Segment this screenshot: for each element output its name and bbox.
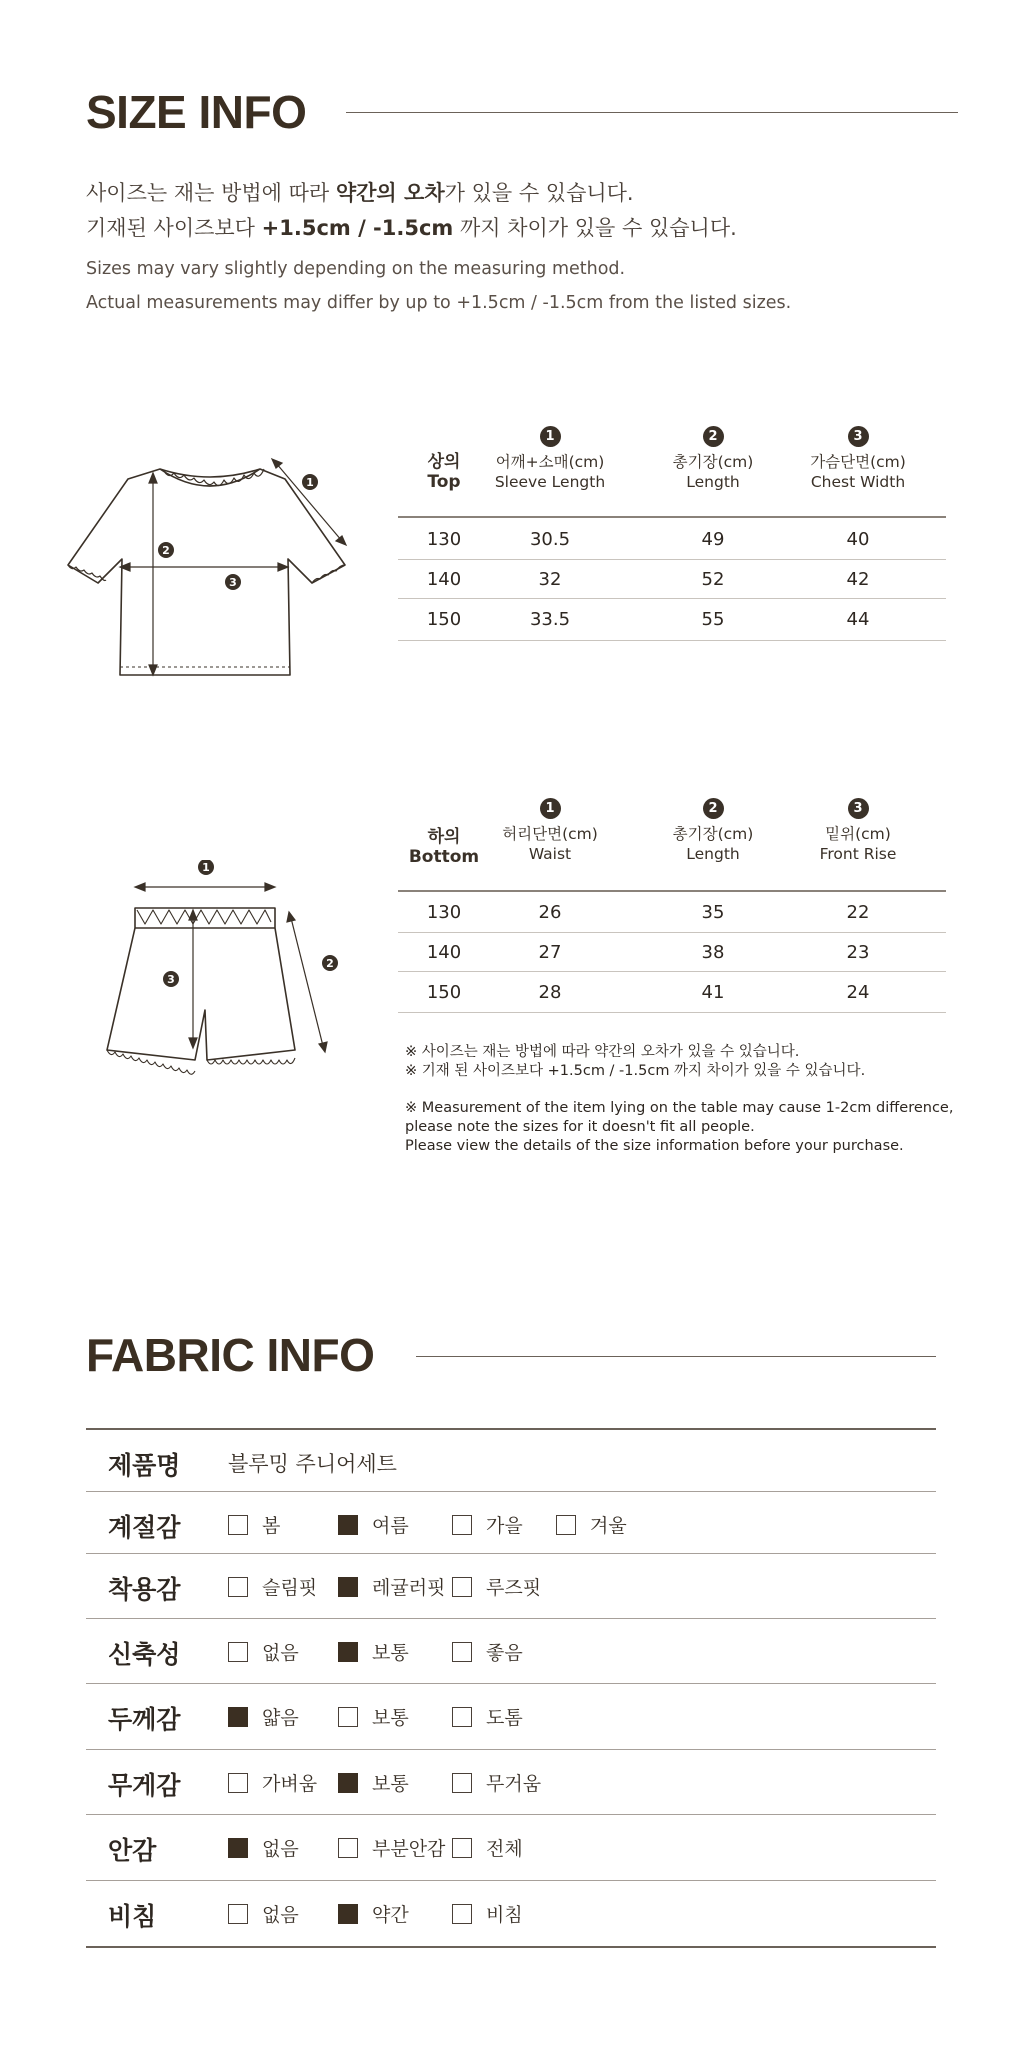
checkbox-checked[interactable] bbox=[228, 1838, 248, 1858]
fabric-option-label: 루즈핏 bbox=[486, 1577, 542, 1599]
fabric-row bbox=[86, 1684, 936, 1747]
top-col-1: 1 어깨+소매(cm) Sleeve Length bbox=[460, 425, 640, 492]
fabric-row-label: 계절감 bbox=[108, 1513, 181, 1542]
bottom-size-table bbox=[398, 797, 946, 1017]
badge-1-label: 1 bbox=[202, 861, 210, 874]
fabric-option[interactable] bbox=[338, 1900, 409, 1927]
top-garment-diagram bbox=[60, 455, 360, 685]
top-size-table bbox=[398, 425, 946, 645]
bottom-label-eng: Bottom bbox=[408, 847, 480, 867]
checkbox-unchecked[interactable] bbox=[338, 1838, 358, 1858]
fabric-option-label: 전체 bbox=[486, 1838, 523, 1860]
fabric-option[interactable] bbox=[228, 1511, 280, 1538]
fabric-row bbox=[86, 1619, 936, 1682]
fabric-option[interactable] bbox=[228, 1638, 299, 1665]
fabric-option[interactable] bbox=[228, 1834, 299, 1861]
bottom-col-2: 2 총기장(cm) Length bbox=[623, 797, 803, 864]
fabric-option[interactable] bbox=[338, 1703, 409, 1730]
fabric-option[interactable] bbox=[452, 1638, 523, 1665]
fabric-option-label: 봄 bbox=[262, 1515, 281, 1537]
fabric-option-label: 부분안감 bbox=[372, 1838, 446, 1860]
fabric-option[interactable] bbox=[338, 1573, 445, 1600]
checkbox-unchecked[interactable] bbox=[452, 1642, 472, 1662]
fabric-option-label: 보통 bbox=[372, 1773, 409, 1795]
fabric-option-label: 비침 bbox=[486, 1904, 523, 1926]
size-note-eng-2: Actual measurements may differ by up to +1.5cm / -1.5cm from the listed sizes. bbox=[86, 293, 792, 313]
fabric-option[interactable] bbox=[452, 1769, 541, 1796]
fabric-option-label: 겨울 bbox=[590, 1515, 627, 1537]
title-divider bbox=[416, 1356, 936, 1357]
checkbox-unchecked[interactable] bbox=[228, 1773, 248, 1793]
checkbox-checked[interactable] bbox=[338, 1773, 358, 1793]
table-row: 130 30.5 49 40 bbox=[426, 529, 870, 550]
badge-3-label: 3 bbox=[167, 973, 175, 986]
bottom-garment-diagram bbox=[95, 860, 365, 1080]
fabric-option-label: 보통 bbox=[372, 1707, 409, 1729]
fabric-option-label: 좋음 bbox=[486, 1642, 523, 1664]
fabric-row-label: 신축성 bbox=[108, 1640, 181, 1669]
top-label-kor: 상의 bbox=[427, 452, 461, 472]
fabric-option-label: 없음 bbox=[262, 1642, 299, 1664]
checkbox-checked[interactable] bbox=[228, 1707, 248, 1727]
fabric-row-label: 착용감 bbox=[108, 1575, 181, 1604]
fabric-option[interactable] bbox=[338, 1834, 445, 1861]
checkbox-unchecked[interactable] bbox=[338, 1707, 358, 1727]
fabric-info-title: FABRIC INFO bbox=[86, 1329, 375, 1381]
fabric-option-label: 레귤러핏 bbox=[372, 1577, 446, 1599]
checkbox-unchecked[interactable] bbox=[452, 1904, 472, 1924]
checkbox-unchecked[interactable] bbox=[228, 1904, 248, 1924]
fabric-option[interactable] bbox=[452, 1573, 541, 1600]
product-name: 블루밍 주니어세트 bbox=[228, 1452, 397, 1476]
fabric-option[interactable] bbox=[228, 1703, 299, 1730]
fabric-row bbox=[86, 1492, 936, 1555]
badge-2-label: 2 bbox=[326, 957, 334, 970]
table-row: 150 28 41 24 bbox=[426, 982, 870, 1003]
checkbox-unchecked[interactable] bbox=[452, 1773, 472, 1793]
fabric-row bbox=[86, 1815, 936, 1878]
size-note-eng-1: Sizes may vary slightly depending on the measuring method. bbox=[86, 259, 626, 279]
fabric-option[interactable] bbox=[338, 1638, 409, 1665]
fabric-option-label: 무거움 bbox=[486, 1773, 542, 1795]
fabric-row bbox=[86, 1750, 936, 1813]
checkbox-unchecked[interactable] bbox=[228, 1642, 248, 1662]
fabric-option[interactable] bbox=[452, 1511, 523, 1538]
checkbox-checked[interactable] bbox=[338, 1515, 358, 1535]
checkbox-unchecked[interactable] bbox=[452, 1577, 472, 1597]
fabric-option[interactable] bbox=[556, 1511, 627, 1538]
checkbox-checked[interactable] bbox=[338, 1642, 358, 1662]
fabric-option[interactable] bbox=[338, 1769, 409, 1796]
checkbox-unchecked[interactable] bbox=[452, 1515, 472, 1535]
badge-1-label: 1 bbox=[306, 476, 314, 489]
size-note-kor-2: 기재된 사이즈보다 +1.5cm / -1.5cm 까지 차이가 있을 수 있습니다. bbox=[86, 216, 737, 240]
checkbox-unchecked[interactable] bbox=[452, 1707, 472, 1727]
bottom-label-kor: 하의 bbox=[427, 827, 461, 847]
table-row: 140 27 38 23 bbox=[426, 942, 870, 963]
fabric-option[interactable] bbox=[228, 1573, 317, 1600]
badge-2-label: 2 bbox=[162, 544, 170, 557]
fabric-row bbox=[86, 1881, 936, 1944]
fabric-option[interactable] bbox=[228, 1900, 299, 1927]
checkbox-unchecked[interactable] bbox=[452, 1838, 472, 1858]
checkbox-unchecked[interactable] bbox=[228, 1577, 248, 1597]
fabric-option-label: 없음 bbox=[262, 1904, 299, 1926]
table-row: 150 33.5 55 44 bbox=[426, 609, 870, 630]
measure-notes: ※ 사이즈는 재는 방법에 따라 약간의 오차가 있을 수 있습니다. ※ 기재 된 사이즈보다 +1.5cm / -1.5cm 까지 차이가 있을 수 있습니다. ※ Measurement of the item lying on the table may cause 1-2cm difference, please note the sizes for it doesn't fit all people. Please view the details of the size information before your purchase. bbox=[405, 1044, 954, 1154]
badge-3-label: 3 bbox=[229, 576, 237, 589]
top-label-eng: Top bbox=[427, 472, 461, 492]
top-col-3: 3 가슴단면(cm) Chest Width bbox=[768, 425, 948, 492]
fabric-row-label: 비침 bbox=[108, 1902, 157, 1931]
table-header-rule bbox=[398, 516, 946, 518]
size-note-kor-1: 사이즈는 재는 방법에 따라 약간의 오차가 있을 수 있습니다. bbox=[86, 181, 634, 205]
table-row: 130 26 35 22 bbox=[426, 902, 870, 923]
checkbox-unchecked[interactable] bbox=[556, 1515, 576, 1535]
fabric-row-label: 무게감 bbox=[108, 1771, 181, 1800]
fabric-option-label: 여름 bbox=[372, 1515, 409, 1537]
fabric-option-label: 도톰 bbox=[486, 1707, 523, 1729]
fabric-option[interactable] bbox=[452, 1703, 523, 1730]
fabric-row bbox=[86, 1554, 936, 1617]
fabric-option[interactable] bbox=[452, 1900, 523, 1927]
bottom-col-1: 1 허리단면(cm) Waist bbox=[460, 797, 640, 864]
product-name-row: 제품명 블루밍 주니어세트 bbox=[86, 1430, 936, 1491]
fabric-option-label: 슬림핏 bbox=[262, 1577, 318, 1599]
fabric-option[interactable] bbox=[228, 1769, 317, 1796]
title-divider bbox=[346, 112, 958, 113]
fabric-option-label: 가을 bbox=[486, 1515, 523, 1537]
fabric-option-label: 약간 bbox=[372, 1904, 409, 1926]
fabric-option-label: 얇음 bbox=[262, 1707, 299, 1729]
checkbox-unchecked[interactable] bbox=[228, 1515, 248, 1535]
fabric-option[interactable] bbox=[452, 1834, 523, 1861]
top-col-2: 2 총기장(cm) Length bbox=[623, 425, 803, 492]
fabric-row-label: 두께감 bbox=[108, 1705, 181, 1734]
bottom-col-3: 3 밑위(cm) Front Rise bbox=[768, 797, 948, 864]
size-info-title: SIZE INFO bbox=[86, 86, 307, 138]
fabric-option-label: 가벼움 bbox=[262, 1773, 318, 1795]
fabric-row-label: 안감 bbox=[108, 1836, 157, 1865]
fabric-option-label: 보통 bbox=[372, 1642, 409, 1664]
checkbox-checked[interactable] bbox=[338, 1577, 358, 1597]
checkbox-checked[interactable] bbox=[338, 1904, 358, 1924]
table-row: 140 32 52 42 bbox=[426, 569, 870, 590]
fabric-option-label: 없음 bbox=[262, 1838, 299, 1860]
fabric-option[interactable] bbox=[338, 1511, 409, 1538]
